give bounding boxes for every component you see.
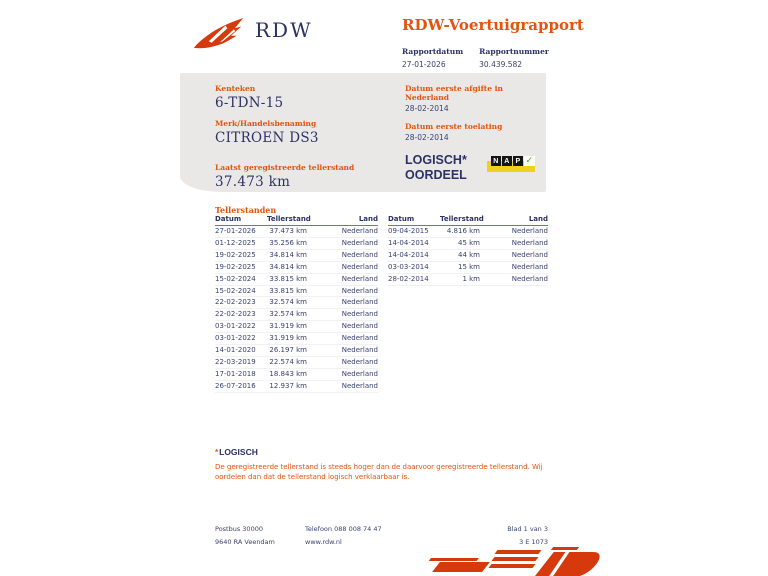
cell-land: Nederland: [511, 262, 548, 271]
cell-tellerstand: 31.919 km: [269, 322, 307, 331]
merk-label: Merk/Handelsbenaming: [215, 119, 317, 128]
cell-datum: 22-02-2023: [215, 310, 256, 319]
table-header: [215, 215, 378, 226]
cell-land: Nederland: [511, 227, 548, 235]
cell-datum: 17-01-2018: [215, 369, 256, 378]
cell-land: Nederland: [341, 250, 378, 259]
wing-stripe: [551, 547, 579, 550]
table-row: [215, 297, 378, 309]
rdw-wing-icon: [192, 13, 246, 51]
table-row: [388, 238, 548, 250]
tellerstanden-section-title: Tellerstanden: [215, 205, 277, 215]
logisch-footnote: [215, 447, 567, 482]
table-row: [388, 226, 548, 238]
cell-datum: 01-12-2025: [215, 238, 256, 247]
cell-land: Nederland: [341, 334, 378, 343]
tellerstanden-table-left: [215, 215, 378, 393]
cell-land: Nederland: [341, 322, 378, 331]
cell-datum: 15-02-2024: [215, 274, 256, 283]
table-row: [215, 250, 378, 262]
rdw-logo: [192, 13, 313, 51]
page-title: RDW-Voertuigrapport: [402, 16, 584, 34]
table-row: [388, 274, 548, 286]
cell-datum: 22-02-2023: [215, 298, 256, 307]
cell-datum: 14-04-2014: [388, 250, 429, 259]
rdw-logo-text: RDW: [255, 18, 313, 42]
cell-datum: 03-01-2022: [215, 322, 256, 331]
cell-datum: 14-04-2014: [388, 238, 429, 247]
col-header-land: Land: [528, 215, 548, 223]
cell-land: Nederland: [341, 286, 378, 295]
laatste-tellerstand-label: Laatst geregistreerde tellerstand: [215, 163, 355, 172]
cell-land: Nederland: [341, 357, 378, 366]
merk-value: CITROEN DS3: [215, 130, 319, 146]
cell-land: Nederland: [341, 262, 378, 271]
footer-page-number: Blad 1 van 3: [507, 525, 548, 533]
cell-datum: 03-01-2022: [215, 334, 256, 343]
cell-tellerstand: 18.843 km: [269, 369, 307, 378]
table-row: [215, 321, 378, 333]
cell-datum: 27-01-2026: [215, 227, 256, 235]
cell-tellerstand: 37.473 km: [269, 227, 307, 235]
cell-tellerstand: 33.815 km: [269, 274, 307, 283]
cell-tellerstand: 32.574 km: [269, 310, 307, 319]
nap-letter-a: A: [502, 156, 512, 166]
cell-tellerstand: 1 km: [462, 274, 480, 283]
cell-land: Nederland: [341, 310, 378, 319]
table-row: [215, 357, 378, 369]
cell-land: Nederland: [341, 238, 378, 247]
nap-checkmark-icon: ✓: [525, 156, 534, 166]
oordeel-text: [405, 153, 467, 183]
oordeel-line1: LOGISCH*: [405, 153, 467, 167]
footnote-title: [215, 447, 567, 457]
table-row: [215, 369, 378, 381]
cell-land: Nederland: [341, 381, 378, 390]
kenteken-label: Kenteken: [215, 84, 256, 93]
cell-datum: 22-03-2019: [215, 357, 256, 366]
cell-datum: 15-02-2024: [215, 286, 256, 295]
table-row: [388, 262, 548, 274]
nap-letter-n: N: [491, 156, 501, 166]
tellerstanden-table-right: [388, 215, 548, 286]
table-row: [215, 274, 378, 286]
cell-tellerstand: 35.256 km: [269, 238, 307, 247]
cell-land: Nederland: [511, 274, 548, 283]
vehicle-summary-box: [180, 73, 546, 192]
col-header-datum: Datum: [388, 215, 415, 223]
table-row: [215, 333, 378, 345]
nap-letter-p: P: [513, 156, 523, 166]
footer-form-code: 3 E 1073: [519, 538, 548, 546]
table-row: [215, 381, 378, 393]
cell-datum: 09-04-2015: [388, 227, 429, 235]
cell-datum: 28-02-2014: [388, 274, 429, 283]
wing-stripe: [432, 562, 490, 572]
cell-tellerstand: 12.937 km: [269, 381, 307, 390]
cell-land: Nederland: [511, 250, 548, 259]
table-row: [215, 309, 378, 321]
wing-stripe: [491, 557, 538, 561]
table-row: [388, 250, 548, 262]
nap-logo: [491, 156, 535, 174]
kenteken-value: 6-TDN-15: [215, 95, 284, 111]
wing-block: [534, 552, 606, 576]
cell-land: Nederland: [341, 274, 378, 283]
col-header-tellerstand: Tellerstand: [440, 215, 484, 223]
footer-website-link[interactable]: www.rdw.nl: [305, 538, 342, 546]
cell-tellerstand: 34.814 km: [269, 262, 307, 271]
cell-tellerstand: 4.816 km: [446, 227, 480, 235]
footnote-title-text: LOGISCH: [219, 447, 258, 457]
footnote-text: De geregistreerde tellerstand is steeds hoger dan de daarvoor geregistreerde tellerstand. Wij oordelen dan dat de tellerstand logisch verklaarbaar is.: [215, 463, 543, 481]
toelating-label: Datum eerste toelating: [405, 122, 503, 131]
toelating-value: 28-02-2014: [405, 133, 449, 142]
cell-datum: 19-02-2025: [215, 262, 256, 271]
cell-tellerstand: 34.814 km: [269, 250, 307, 259]
cell-tellerstand: 22.574 km: [269, 357, 307, 366]
footnote-marker: *: [215, 448, 219, 457]
afgifte-value: 28-02-2014: [405, 104, 449, 113]
footer-address-line2: 9640 RA Veendam: [215, 538, 275, 546]
cell-tellerstand: 26.197 km: [269, 346, 307, 355]
table-header: [388, 215, 548, 226]
laatste-tellerstand-value: 37.473 km: [215, 174, 291, 190]
cell-datum: 26-07-2016: [215, 381, 256, 390]
cell-tellerstand: 32.574 km: [269, 298, 307, 307]
cell-land: Nederland: [341, 298, 378, 307]
table-row: [215, 345, 378, 357]
cell-land: Nederland: [511, 238, 548, 247]
cell-land: Nederland: [341, 227, 378, 235]
report-header: [402, 16, 584, 69]
wing-stripe: [429, 558, 479, 561]
footer-address-line1: Postbus 30000: [215, 525, 263, 533]
cell-datum: 14-01-2020: [215, 346, 256, 355]
col-header-tellerstand: Tellerstand: [267, 215, 311, 223]
col-header-datum: Datum: [215, 215, 242, 223]
cell-land: Nederland: [341, 369, 378, 378]
cell-datum: 03-03-2014: [388, 262, 429, 271]
cell-datum: 19-02-2025: [215, 250, 256, 259]
cell-tellerstand: 45 km: [457, 238, 480, 247]
wing-stripe: [488, 564, 535, 568]
wing-stripe: [494, 550, 541, 554]
report-date-value: 27-01-2026: [402, 60, 446, 69]
cell-tellerstand: 15 km: [457, 262, 480, 271]
cell-tellerstand: 31.919 km: [269, 334, 307, 343]
cell-tellerstand: 44 km: [457, 250, 480, 259]
footer-phone: Telefoon 088 008 74 47: [305, 525, 382, 533]
afgifte-label: Datum eerste afgifte in Nederland: [405, 84, 503, 102]
report-number-value: 30.439.582: [479, 60, 523, 69]
cell-tellerstand: 33.815 km: [269, 286, 307, 295]
table-row: [215, 238, 378, 250]
table-row: [215, 262, 378, 274]
oordeel-line2: OORDEEL: [405, 168, 467, 182]
report-number-label: Rapportnummer: [479, 47, 549, 56]
footer-wing-graphic: [424, 547, 600, 576]
col-header-land: Land: [358, 215, 378, 223]
table-row: [215, 226, 378, 238]
table-row: [215, 286, 378, 298]
report-date-label: Rapportdatum: [402, 47, 464, 56]
cell-land: Nederland: [341, 346, 378, 355]
